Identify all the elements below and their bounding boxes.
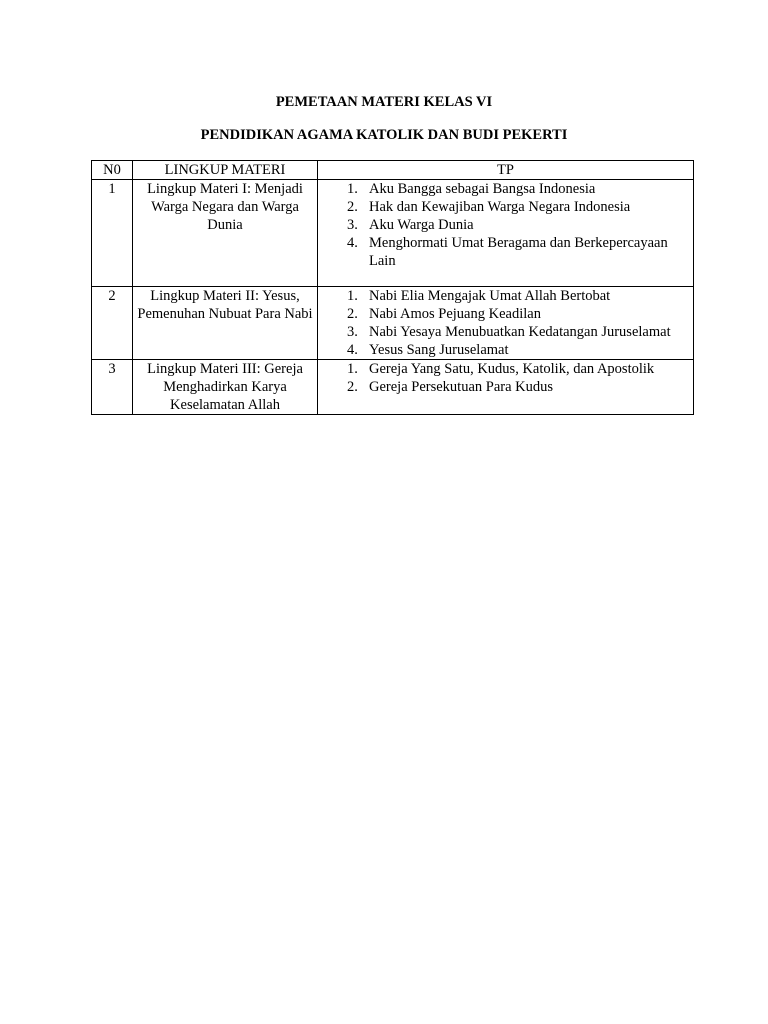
tp-item-text: Nabi Yesaya Menubuatkan Kedatangan Juruselamat xyxy=(369,324,671,340)
tp-item-number: 3. xyxy=(347,324,358,340)
table-row xyxy=(92,287,694,360)
row-number: 1 xyxy=(92,180,133,287)
tp-item-text: Menghormati Umat Beragama dan Berkepercayaan Lain xyxy=(369,235,668,269)
tp-item xyxy=(318,341,693,359)
tp-cell xyxy=(318,180,694,287)
tp-item-number: 2. xyxy=(347,306,358,322)
tp-item xyxy=(318,378,693,396)
tp-item-text: Yesus Sang Juruselamat xyxy=(369,342,509,358)
tp-item-text: Gereja Yang Satu, Kudus, Katolik, dan Apostolik xyxy=(369,361,655,377)
tp-cell xyxy=(318,360,694,415)
row-number: 3 xyxy=(92,360,133,415)
tp-item-text: Nabi Elia Mengajak Umat Allah Bertobat xyxy=(369,288,611,304)
tp-item-number: 4. xyxy=(347,235,358,251)
tp-item-number: 3. xyxy=(347,217,358,233)
tp-item xyxy=(318,216,693,234)
row-number: 2 xyxy=(92,287,133,360)
header-lingkup-materi: LINGKUP MATERI xyxy=(133,161,318,180)
tp-list xyxy=(318,360,693,396)
tp-item-number: 2. xyxy=(347,379,358,395)
tp-item xyxy=(318,287,693,305)
tp-item-number: 2. xyxy=(347,199,358,215)
tp-item-text: Aku Warga Dunia xyxy=(369,217,474,233)
tp-item xyxy=(318,198,693,216)
tp-list xyxy=(318,180,693,270)
materi-table xyxy=(91,160,694,415)
tp-item-number: 4. xyxy=(347,342,358,358)
tp-item-text: Aku Bangga sebagai Bangsa Indonesia xyxy=(369,181,596,197)
table-header-row xyxy=(92,161,694,180)
lingkup-materi-cell: Lingkup Materi III: Gereja Menghadirkan Karya Keselamatan Allah xyxy=(133,360,318,415)
document-title: PEMETAAN MATERI KELAS VI xyxy=(275,94,493,110)
lingkup-materi-cell: Lingkup Materi I: Menjadi Warga Negara dan Warga Dunia xyxy=(133,180,318,287)
header-no: N0 xyxy=(92,161,133,180)
tp-item-number: 1. xyxy=(347,361,358,377)
tp-item xyxy=(318,323,693,341)
tp-item-number: 1. xyxy=(347,181,358,197)
document-subtitle: PENDIDIKAN AGAMA KATOLIK DAN BUDI PEKERTI xyxy=(200,127,568,143)
tp-item-number: 1. xyxy=(347,288,358,304)
table-row xyxy=(92,360,694,415)
header-tp: TP xyxy=(318,161,694,180)
tp-item xyxy=(318,360,693,378)
tp-list xyxy=(318,287,693,359)
tp-item-text: Gereja Persekutuan Para Kudus xyxy=(369,379,554,395)
tp-item-text: Hak dan Kewajiban Warga Negara Indonesia xyxy=(369,199,631,215)
lingkup-materi-cell: Lingkup Materi II: Yesus, Pemenuhan Nubuat Para Nabi xyxy=(133,287,318,360)
table-row xyxy=(92,180,694,287)
tp-cell xyxy=(318,287,694,360)
tp-item xyxy=(318,180,693,198)
tp-item xyxy=(318,234,693,270)
tp-item xyxy=(318,305,693,323)
tp-item-text: Nabi Amos Pejuang Keadilan xyxy=(369,306,541,322)
